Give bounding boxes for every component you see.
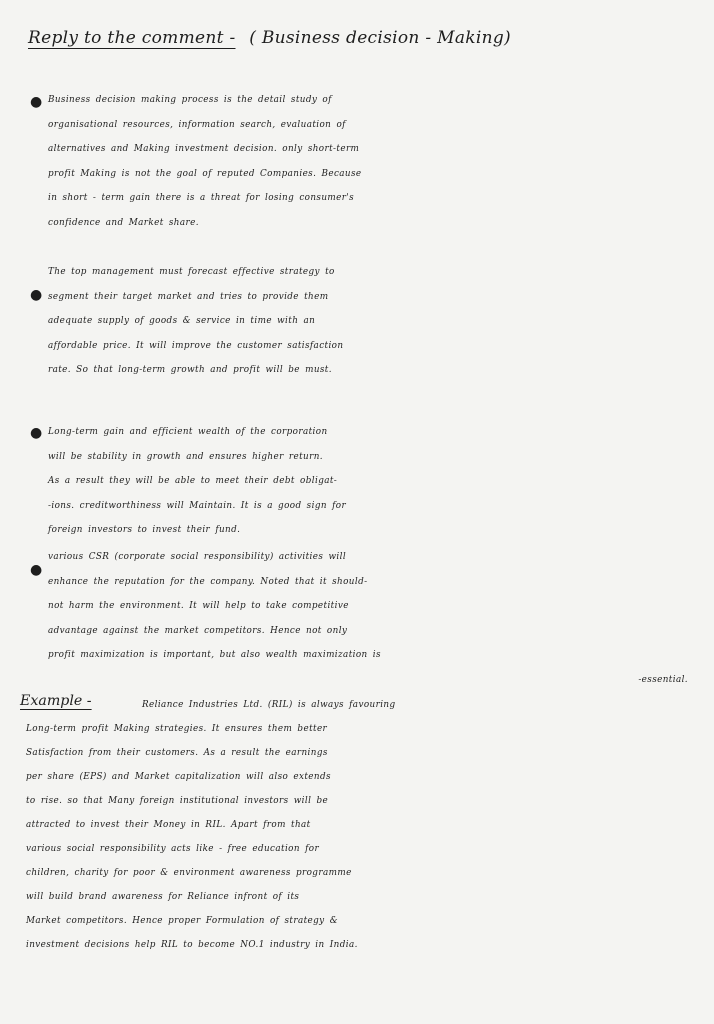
example-line: children, charity for poor & environment awareness programme xyxy=(26,868,352,878)
paragraph-line: not harm the environment. It will help to take competitive xyxy=(48,601,349,611)
paragraph-line: The top management must forecast effective strategy to xyxy=(48,267,335,277)
paragraph-line: profit maximization is important, but also wealth maximization is xyxy=(48,650,381,660)
paragraph-line: will be stability in growth and ensures higher return. xyxy=(48,451,323,462)
bullet-marker: ● xyxy=(30,94,43,110)
paragraph-line: confidence and Market share. xyxy=(48,217,199,228)
paragraph-line: affordable price. It will improve the customer satisfaction xyxy=(48,340,344,351)
title-main: Reply to the comment - xyxy=(28,28,236,48)
paragraph-line: segment their target market and tries to provide them xyxy=(48,291,329,302)
paragraph-line: -essential. xyxy=(638,674,688,685)
page-title xyxy=(28,28,511,48)
example-line: to rise. so that Many foreign institutional investors will be xyxy=(26,796,329,806)
example-line: Long-term profit Making strategies. It ensures them better xyxy=(26,724,328,734)
paragraph-line: As a result they will be able to meet their debt obligat- xyxy=(48,476,338,486)
bullet-marker: ● xyxy=(30,425,43,441)
paragraph-line: alternatives and Making investment decision. only short-term xyxy=(48,144,360,154)
paragraph-line: enhance the reputation for the company. Noted that it should- xyxy=(48,576,368,587)
paragraph-line: profit Making is not the goal of reputed Companies. Because xyxy=(48,168,362,179)
example-paragraph xyxy=(26,693,710,957)
paragraph-line: various CSR (corporate social responsibility) activities will xyxy=(48,552,347,562)
paragraph-line: -ions. creditworthiness will Maintain. It is a good sign for xyxy=(48,500,347,511)
paragraph-line: Long-term gain and efficient wealth of the corporation xyxy=(48,427,328,437)
paragraph-line: adequate supply of goods & service in time with an xyxy=(48,316,316,326)
example-label: Example - xyxy=(20,693,92,709)
paragraph-line: foreign investors to invest their fund. xyxy=(48,525,241,535)
paragraph-line: rate. So that long-term growth and profit will be must. xyxy=(48,365,332,375)
paragraph-line: in short - term gain there is a threat for losing consumer's xyxy=(48,193,355,203)
example-line: Reliance Industries Ltd. (RIL) is always favouring xyxy=(142,700,396,710)
paragraph-line: advantage against the market competitors. Hence not only xyxy=(48,625,348,636)
paragraph-line: organisational resources, information search, evaluation of xyxy=(48,119,346,130)
example-line: per share (EPS) and Market capitalization will also extends xyxy=(26,772,331,782)
example-line: various social responsibility acts like - free education for xyxy=(26,844,320,854)
paragraph-line: Business decision making process is the detail study of xyxy=(48,95,332,105)
paragraph-4 xyxy=(48,545,708,692)
title-subtitle: ( Business decision - Making) xyxy=(249,28,511,48)
example-line: Market competitors. Hence proper Formulation of strategy & xyxy=(26,916,338,926)
example-line: investment decisions help RIL to become NO.1 industry in India. xyxy=(26,940,358,950)
paragraph-1 xyxy=(48,88,708,235)
example-line: Satisfaction from their customers. As a result the earnings xyxy=(26,748,328,758)
bullet-marker: ● xyxy=(30,287,43,303)
paragraph-3 xyxy=(48,420,708,543)
paragraph-2 xyxy=(48,260,708,383)
bullet-marker: ● xyxy=(30,562,43,578)
example-line: attracted to invest their Money in RIL. Apart from that xyxy=(26,820,311,830)
example-line: will build brand awareness for Reliance infront of its xyxy=(26,892,300,902)
